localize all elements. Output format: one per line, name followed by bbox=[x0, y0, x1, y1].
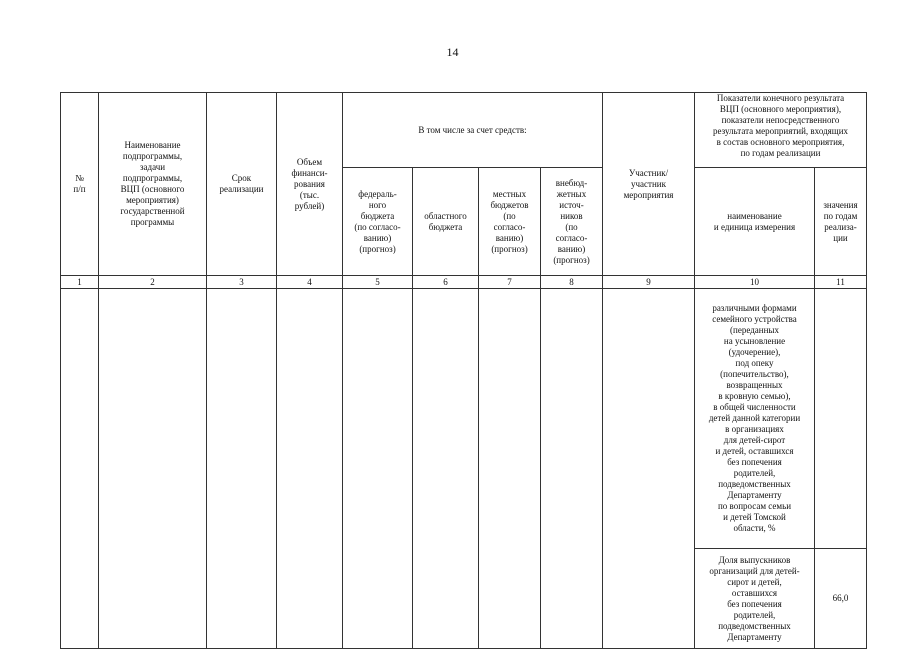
column-number: 4 bbox=[277, 276, 343, 289]
cell-regional bbox=[413, 289, 479, 649]
program-table bbox=[60, 92, 867, 649]
page-number: 14 bbox=[446, 45, 459, 59]
header-indicators-group: Показатели конечного результата ВЦП (основного мероприятия), показатели непосредственного результата мероприятий, входящих в состав основного мероприятия, по годам реализации bbox=[695, 93, 867, 168]
indicator-name-cell: различными формами семейного устройства (переданных на усыновление (удочерение), под опеку (попечительство), возвращенных в кровную семью), в общей численности детей данной категории в организациях для детей-сирот и детей, оставшихся без попечения родителей, подведомственных Департаменту по вопросам семьи и детей Томской области, % bbox=[695, 289, 815, 549]
header-sources-group: В том числе за счет средств: bbox=[343, 93, 603, 168]
header-offbudget: внебюд- жетных источ- ников (по согласо- ванию) (прогноз) bbox=[541, 168, 603, 276]
cell-local bbox=[479, 289, 541, 649]
header-name: Наименование подпрограммы, задачи подпрограммы, ВЦП (основного мероприятия) государственной программы bbox=[99, 93, 207, 276]
header-local: местных бюджетов (по согласо- ванию) (прогноз) bbox=[479, 168, 541, 276]
cell-volume bbox=[277, 289, 343, 649]
header-volume: Объем финанси- рования (тыс. рублей) bbox=[277, 93, 343, 276]
indicator-value-cell: 66,0 bbox=[815, 549, 867, 649]
column-number: 7 bbox=[479, 276, 541, 289]
cell-name bbox=[99, 289, 207, 649]
column-number-row bbox=[61, 276, 867, 289]
cell-federal bbox=[343, 289, 413, 649]
column-number: 1 bbox=[61, 276, 99, 289]
column-number: 5 bbox=[343, 276, 413, 289]
indicator-value-cell bbox=[815, 289, 867, 549]
column-number: 11 bbox=[815, 276, 867, 289]
cell-term bbox=[207, 289, 277, 649]
header-indicator-value: значения по годам реализа- ции bbox=[815, 168, 867, 276]
header-participant: Участник/ участник мероприятия bbox=[603, 93, 695, 276]
header-num: № п/п bbox=[61, 93, 99, 276]
indicator-name-cell: Доля выпускников организаций для детей- сирот и детей, оставшихся без попечения родителей, подведомственных Департаменту bbox=[695, 549, 815, 649]
cell-offbudget bbox=[541, 289, 603, 649]
column-number: 2 bbox=[99, 276, 207, 289]
column-number: 10 bbox=[695, 276, 815, 289]
table-row bbox=[61, 289, 867, 549]
header-federal: федераль- ного бюджета (по согласо- ванию) (прогноз) bbox=[343, 168, 413, 276]
header-regional: областного бюджета bbox=[413, 168, 479, 276]
header-term: Срок реализации bbox=[207, 93, 277, 276]
cell-num bbox=[61, 289, 99, 649]
column-number: 9 bbox=[603, 276, 695, 289]
header-indicator-name: наименование и единица измерения bbox=[695, 168, 815, 276]
column-number: 3 bbox=[207, 276, 277, 289]
column-number: 6 bbox=[413, 276, 479, 289]
column-number: 8 bbox=[541, 276, 603, 289]
cell-participant bbox=[603, 289, 695, 649]
